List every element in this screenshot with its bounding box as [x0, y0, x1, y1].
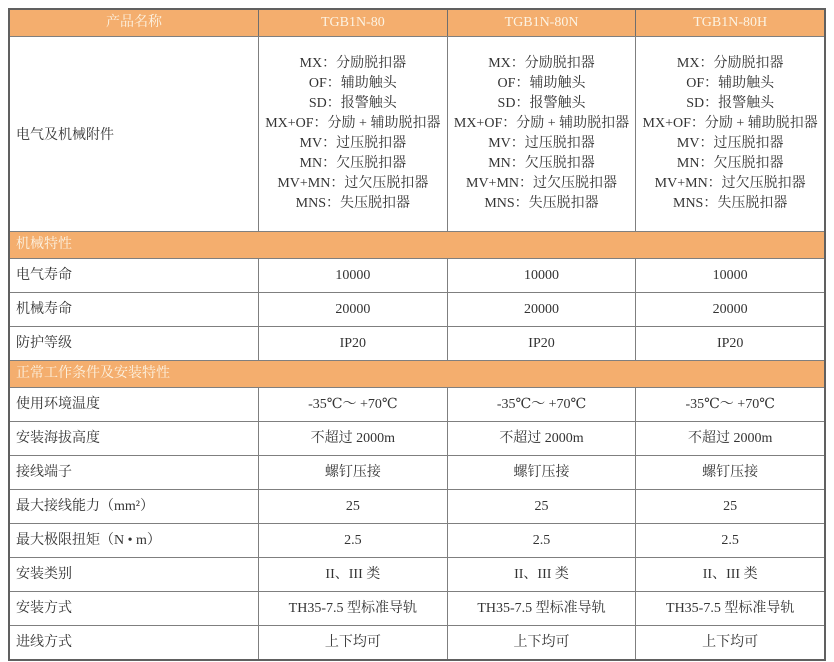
row-label: 防护等级 [16, 336, 72, 351]
row-value: 2.5 [447, 524, 636, 557]
accessory-line: OF：辅助触头 [686, 76, 775, 91]
row-value: 螺钉压接 [258, 456, 447, 489]
row-value: IP20 [447, 327, 636, 360]
row-value: 上下均可 [447, 626, 636, 659]
section-header-mechanical [10, 231, 824, 258]
row-value: TH35-7.5 型标准导轨 [635, 592, 824, 625]
accessory-line: MNS：失压脱扣器 [295, 196, 411, 211]
row-value: 不超过 2000m [447, 422, 636, 455]
product-column-header-tgb1n-80: TGB1N-80 [258, 10, 447, 36]
table-row-installation-altitude [10, 421, 824, 455]
product-name-header: 产品名称 [10, 10, 258, 36]
row-value: -35℃～ +70℃ [447, 388, 636, 421]
product-header-row [10, 10, 824, 36]
accessories-list-col3 [635, 37, 824, 231]
section-title: 机械特性 [10, 232, 824, 258]
accessory-line: MN：欠压脱扣器 [676, 156, 784, 171]
accessory-line: MV：过压脱扣器 [676, 136, 784, 151]
table-row-installation-method [10, 591, 824, 625]
row-value: 10000 [635, 259, 824, 292]
row-label: 最大极限扭矩（N • m） [16, 533, 161, 548]
accessories-list-col1 [258, 37, 447, 231]
row-label: 电气及机械附件 [16, 128, 114, 143]
accessory-line: OF：辅助触头 [308, 76, 397, 91]
row-value: 20000 [447, 293, 636, 326]
row-value: TH35-7.5 型标准导轨 [258, 592, 447, 625]
table-row-ambient-temperature [10, 387, 824, 421]
accessory-line: MX+OF：分励 + 辅助脱扣器 [453, 116, 630, 131]
row-value: 25 [635, 490, 824, 523]
row-label: 使用环境温度 [16, 397, 100, 412]
accessory-line: MV+MN：过欠压脱扣器 [466, 176, 618, 191]
accessories-row [10, 36, 824, 231]
accessory-line: MN：欠压脱扣器 [299, 156, 407, 171]
accessory-line: MV：过压脱扣器 [299, 136, 407, 151]
accessory-line: OF：辅助触头 [497, 76, 586, 91]
row-value: 螺钉压接 [635, 456, 824, 489]
accessory-line: MV+MN：过欠压脱扣器 [277, 176, 429, 191]
accessory-line: MX：分励脱扣器 [299, 56, 407, 71]
row-value: 20000 [635, 293, 824, 326]
row-value: II、III 类 [258, 558, 447, 591]
row-value: 2.5 [258, 524, 447, 557]
row-value: 10000 [447, 259, 636, 292]
row-value: 上下均可 [635, 626, 824, 659]
row-value: IP20 [258, 327, 447, 360]
accessory-line: MX：分励脱扣器 [676, 56, 784, 71]
accessory-line: MX+OF：分励 + 辅助脱扣器 [265, 116, 441, 131]
row-label: 机械寿命 [16, 302, 72, 317]
row-value: 不超过 2000m [258, 422, 447, 455]
row-value: 上下均可 [258, 626, 447, 659]
row-value: 不超过 2000m [635, 422, 824, 455]
table-row-max-torque [10, 523, 824, 557]
accessories-list-col2 [447, 37, 636, 231]
table-row-wiring-terminal [10, 455, 824, 489]
product-spec-table [8, 8, 826, 661]
accessory-line: SD：报警触头 [497, 96, 586, 111]
row-value: 20000 [258, 293, 447, 326]
row-value: -35℃～ +70℃ [258, 388, 447, 421]
row-value: 2.5 [635, 524, 824, 557]
row-label: 安装类别 [16, 567, 72, 582]
accessory-line: MV+MN：过欠压脱扣器 [654, 176, 806, 191]
row-label: 接线端子 [16, 465, 72, 480]
row-label: 电气寿命 [16, 268, 72, 283]
accessory-line: SD：报警触头 [686, 96, 775, 111]
table-row-max-wiring-capacity [10, 489, 824, 523]
table-row-protection-rating [10, 326, 824, 360]
row-value: 25 [447, 490, 636, 523]
accessory-line: SD：报警触头 [308, 96, 397, 111]
accessory-line: MX：分励脱扣器 [488, 56, 595, 71]
row-value: TH35-7.5 型标准导轨 [447, 592, 636, 625]
accessory-line: MNS：失压脱扣器 [673, 196, 788, 211]
table-row-installation-category [10, 557, 824, 591]
row-label: 安装海拔高度 [16, 431, 100, 446]
row-value: IP20 [635, 327, 824, 360]
accessory-line: MX+OF：分励 + 辅助脱扣器 [642, 116, 818, 131]
row-value: II、III 类 [447, 558, 636, 591]
table-row-incoming-line-direction [10, 625, 824, 659]
row-label: 安装方式 [16, 601, 72, 616]
row-value: 螺钉压接 [447, 456, 636, 489]
section-title: 正常工作条件及安装特性 [10, 361, 824, 387]
accessory-line: MN：欠压脱扣器 [488, 156, 595, 171]
product-column-header-tgb1n-80h: TGB1N-80H [635, 10, 824, 36]
row-value: 25 [258, 490, 447, 523]
row-label: 进线方式 [16, 635, 72, 650]
product-column-header-tgb1n-80n: TGB1N-80N [447, 10, 636, 36]
row-value: -35℃～ +70℃ [635, 388, 824, 421]
table-row-electrical-life [10, 258, 824, 292]
section-header-working-conditions [10, 360, 824, 387]
table-row-mechanical-life [10, 292, 824, 326]
row-value: 10000 [258, 259, 447, 292]
row-value: II、III 类 [635, 558, 824, 591]
accessory-line: MNS：失压脱扣器 [484, 196, 599, 211]
accessory-line: MV：过压脱扣器 [488, 136, 595, 151]
row-label: 最大接线能力（mm²） [16, 499, 154, 514]
